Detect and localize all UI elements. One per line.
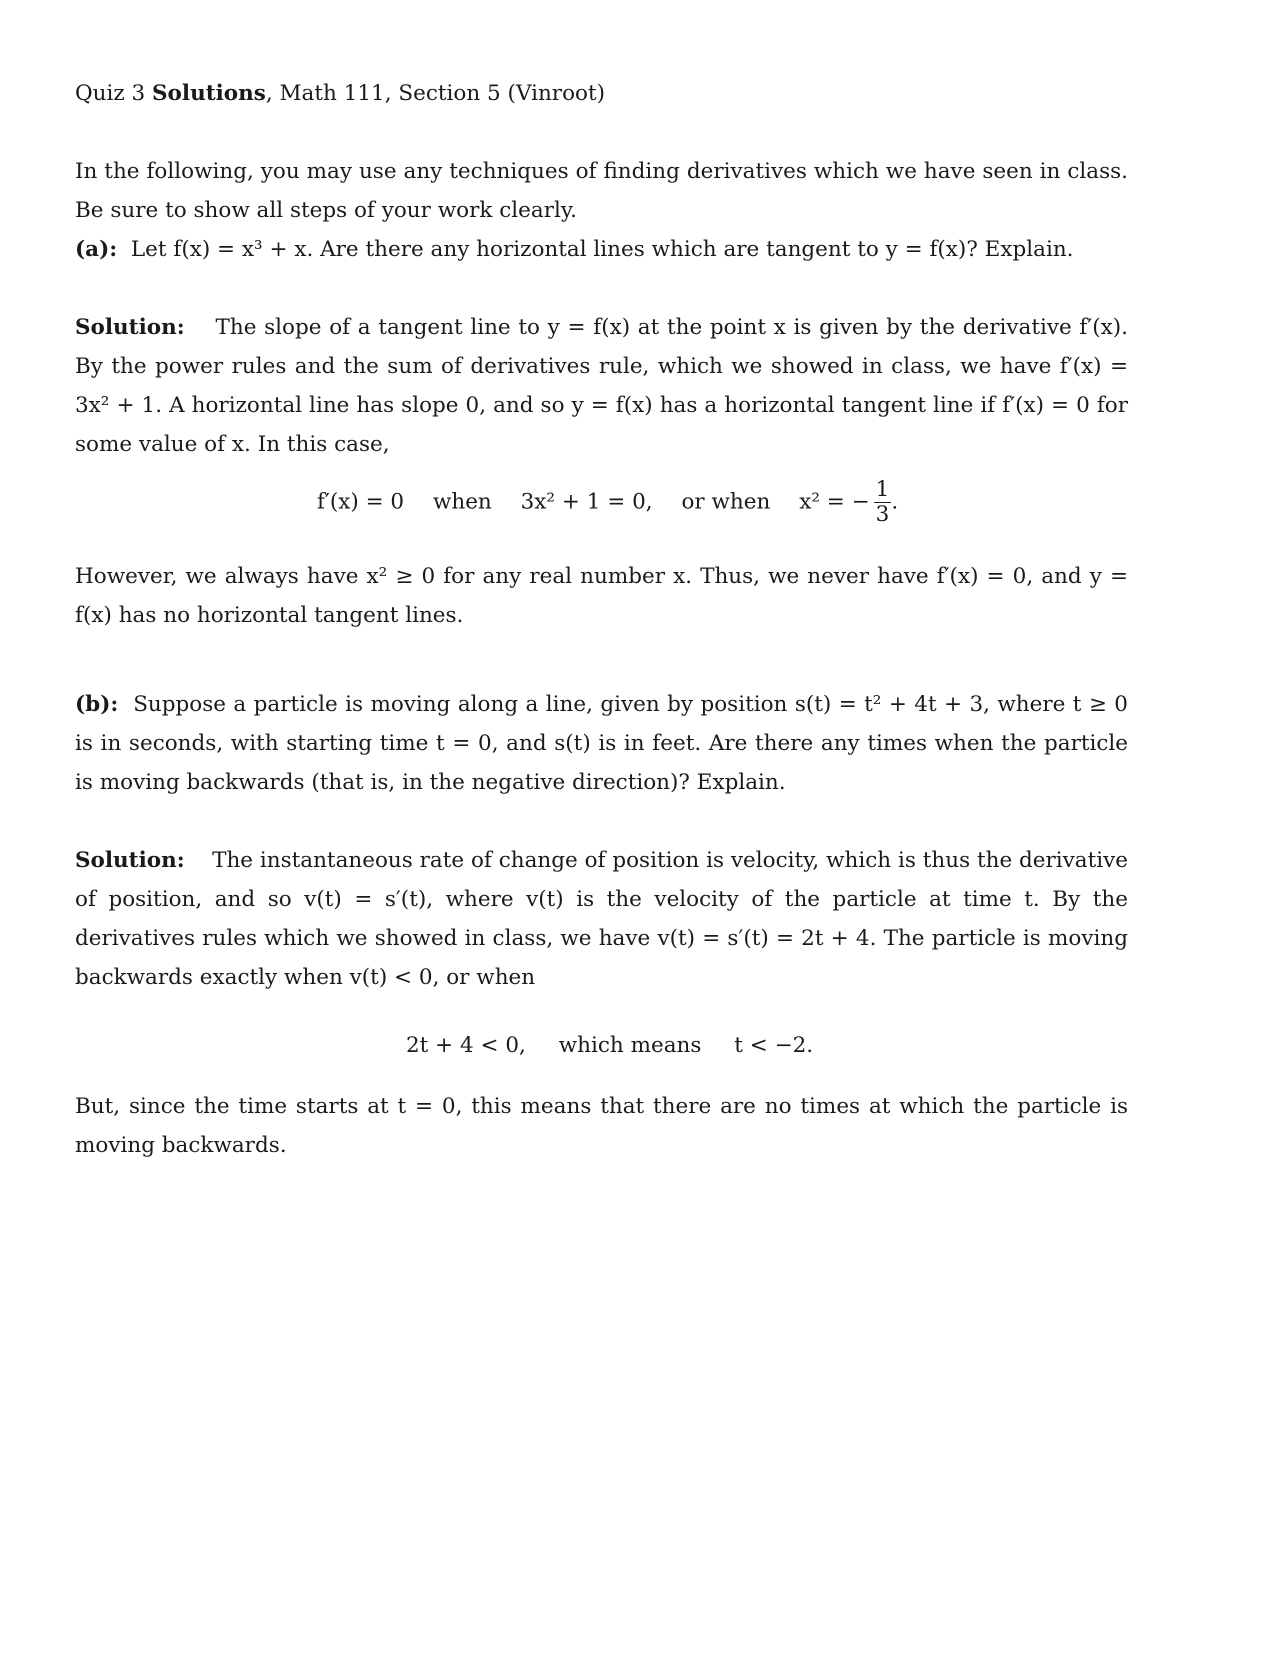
equation-a-end: . [891, 489, 899, 515]
question-b-text: Suppose a particle is moving along a line, given by position s(t) = t² + 4t + 3, where t ≥ 0 is in seconds, with starting time t = 0, and s(t) is in feet. Are there any times when the particle is moving backwards (that is, in the negative direction)? Explain. [75, 692, 1128, 795]
solution-b-label: Solution: [75, 848, 185, 873]
equation-a [317, 478, 898, 527]
question-a-label: (a): [75, 237, 118, 262]
solution-a-text: The slope of a tangent line to y = f(x) at the point x is given by the derivative f′(x). By the power rules and the sum of derivatives rule, which we showed in class, we have f′(x) = 3x² + 1. A horizontal line has slope 0, and so y = f(x) has a horizontal tangent line if f′(x) = 0 for some value of x. In this case, [75, 315, 1128, 457]
equation-b [406, 1026, 813, 1065]
equation-a-lhs: f′(x) = 0 [317, 489, 405, 515]
solution-a-label: Solution: [75, 315, 185, 340]
equation-a-or-when: or when [681, 489, 771, 515]
title-bold: Solutions [152, 81, 266, 106]
intro-paragraph: In the following, you may use any techniques of finding derivatives which we have seen in class. Be sure to show all steps of your work clearly. [75, 159, 1128, 223]
page-title [75, 74, 605, 113]
conclusion-a: However, we always have x² ≥ 0 for any real number x. Thus, we never have f′(x) = 0, and y = f(x) has no horizontal tangent lines. [75, 564, 1128, 628]
equation-b-which-means: which means [558, 1033, 702, 1058]
title-suffix: , Math 111, Section 5 (Vinroot) [265, 81, 606, 106]
equation-a-rhs: x² = − [799, 489, 870, 515]
equation-b-rhs: t < −2. [734, 1033, 814, 1058]
equation-a-mid: 3x² + 1 = 0, [520, 489, 653, 515]
fraction-one-third [874, 478, 892, 527]
solution-a [75, 308, 1128, 464]
question-a-text: Let f(x) = x³ + x. Are there any horizontal lines which are tangent to y = f(x)? Explain. [130, 237, 1074, 262]
fraction-denominator: 3 [875, 502, 890, 527]
fraction-numerator: 1 [875, 477, 890, 502]
solution-b [75, 841, 1128, 997]
conclusion-b: But, since the time starts at t = 0, this means that there are no times at which the particle is moving backwards. [75, 1094, 1128, 1158]
question-a [75, 230, 1128, 269]
question-b-label: (b): [75, 692, 119, 717]
equation-b-lhs: 2t + 4 < 0, [406, 1033, 526, 1058]
question-b [75, 685, 1128, 802]
solution-b-text: The instantaneous rate of change of position is velocity, which is thus the derivative of position, and so v(t) = s′(t), where v(t) is the velocity of the particle at time t. By the derivatives rules which we showed in class, we have v(t) = s′(t) = 2t + 4. The particle is moving backwards exactly when v(t) < 0, or when [75, 848, 1129, 990]
title-prefix: Quiz 3 [75, 81, 153, 106]
equation-a-when: when [432, 489, 492, 515]
